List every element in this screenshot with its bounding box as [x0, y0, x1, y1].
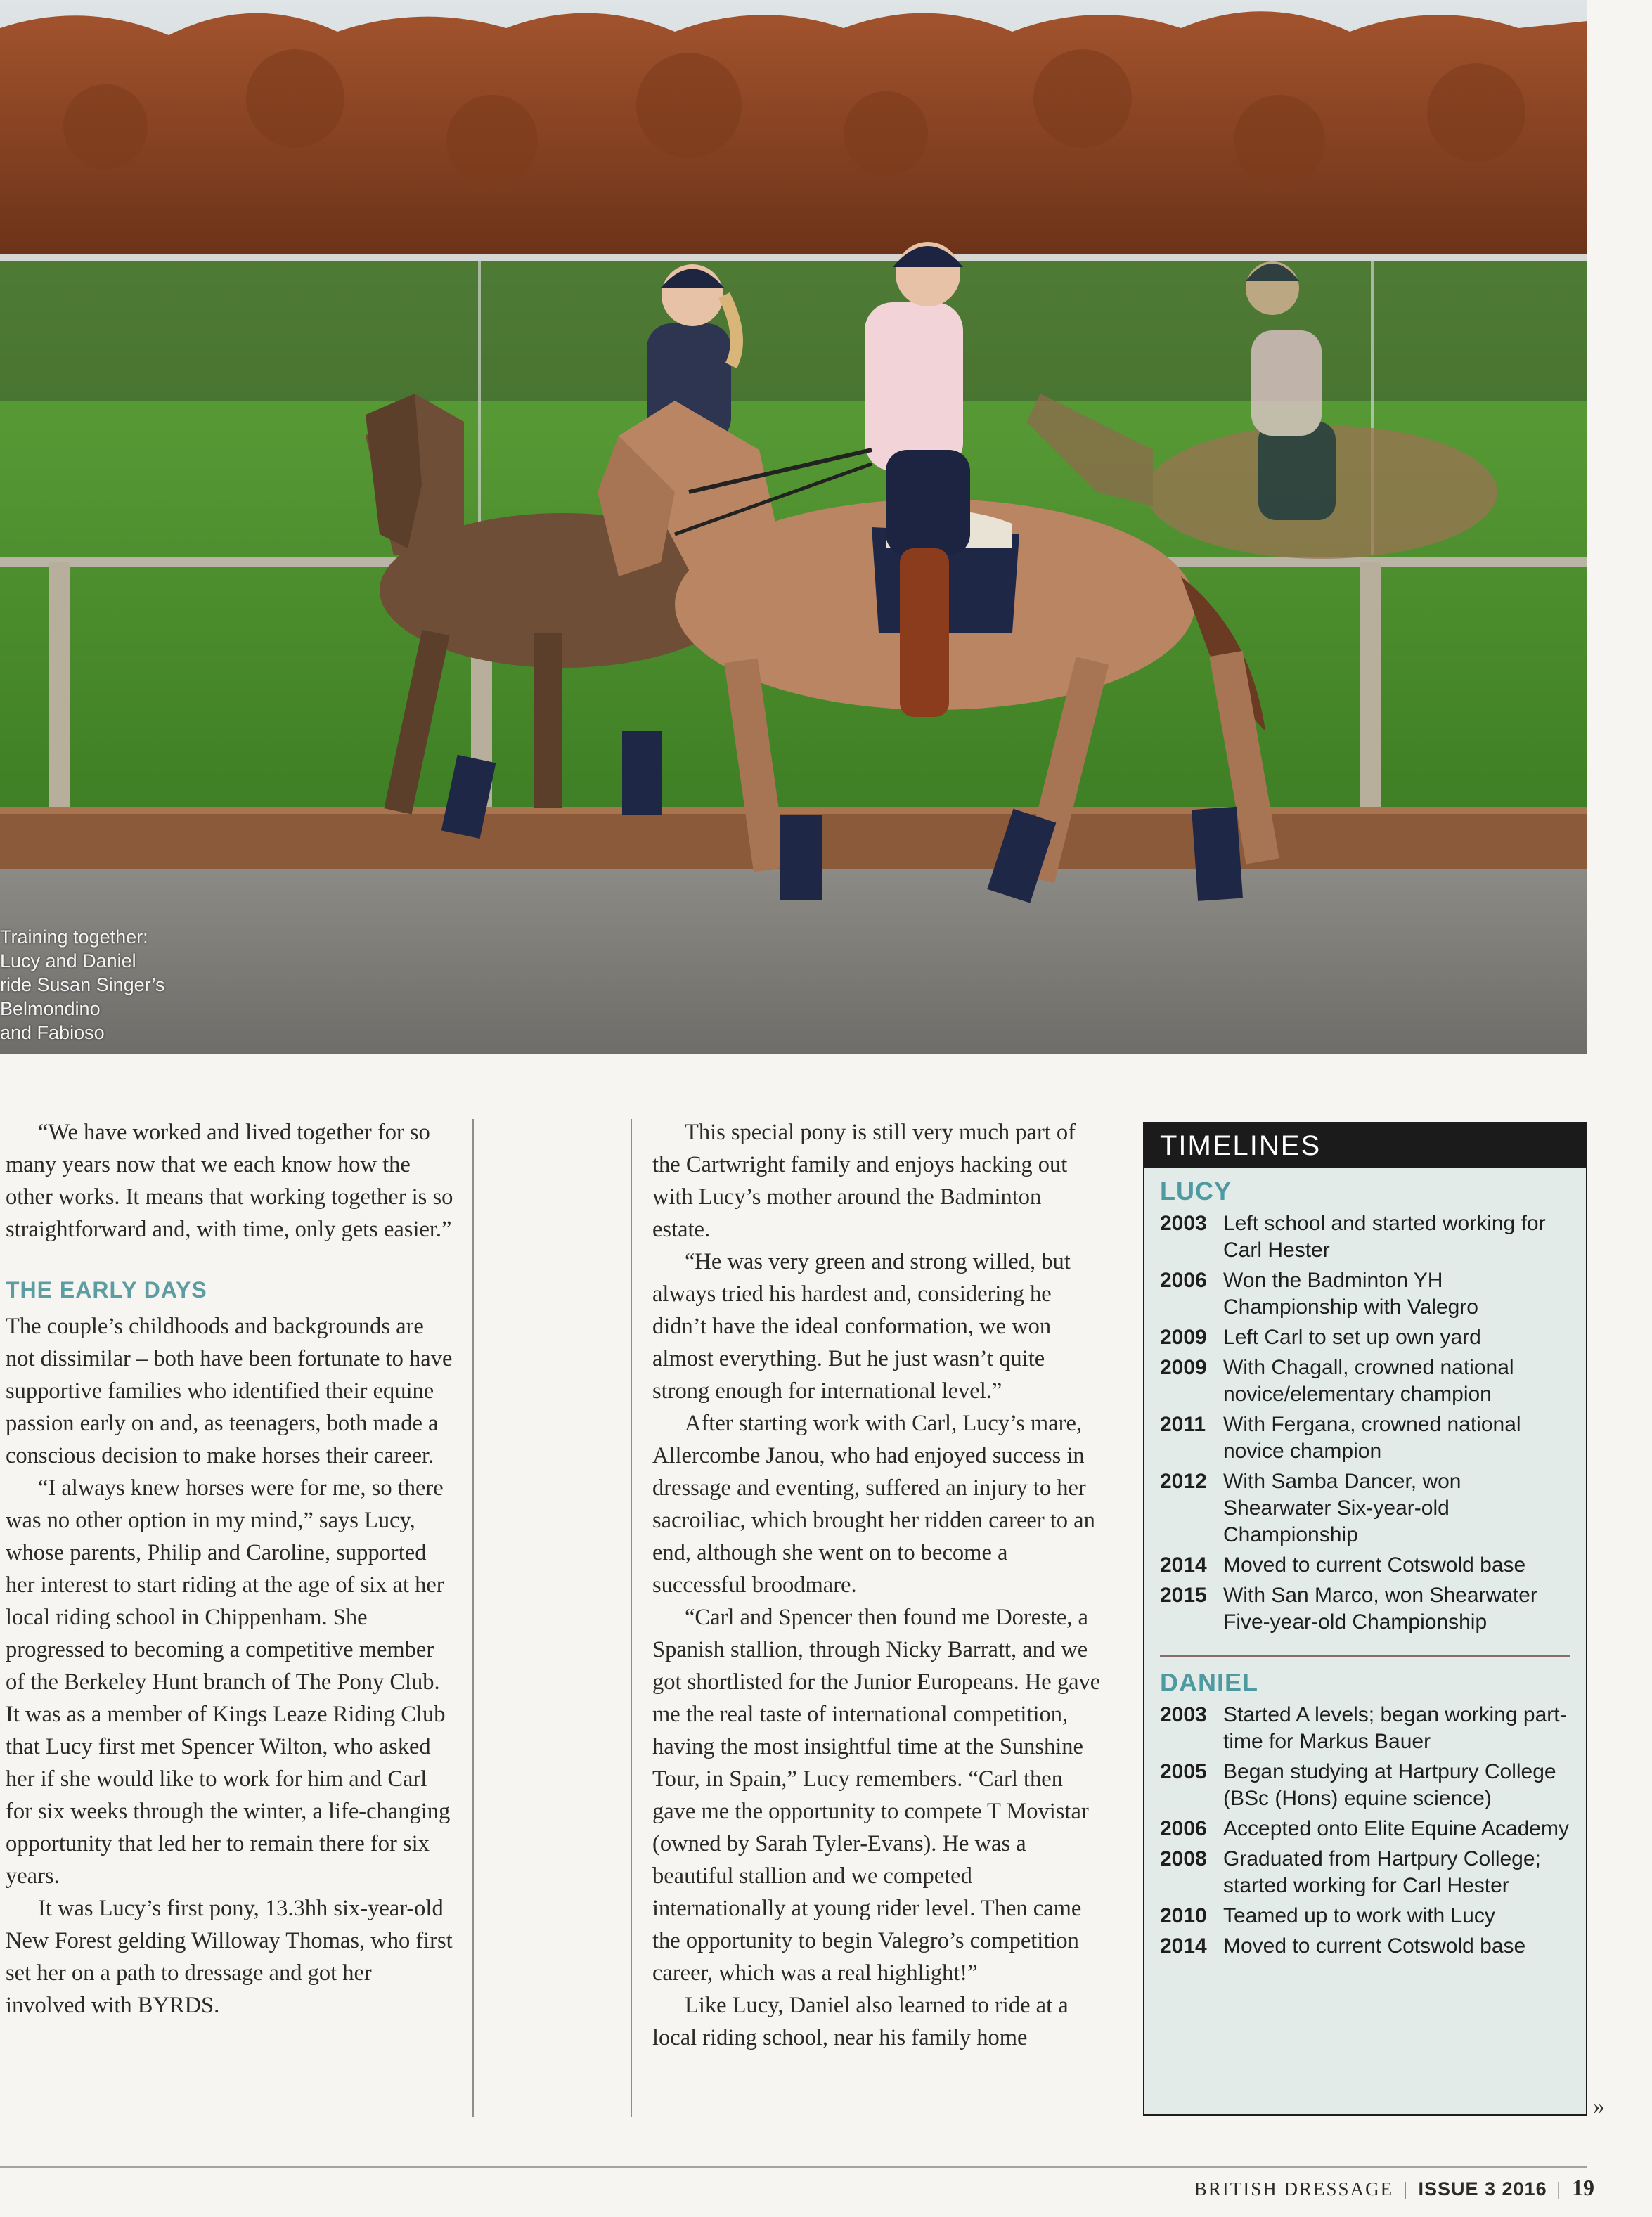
paragraph: “He was very green and strong willed, but always tried his hardest and, considering he didn’t have the ideal conformation, we won almost everything. But he just wasn’t quite strong enough for international level.” — [652, 1249, 1071, 1404]
timeline-year: 2008 — [1160, 1847, 1207, 1870]
timeline-entry — [1144, 1267, 1586, 1321]
timeline-daniel-list — [1144, 1702, 1586, 1960]
timeline-year: 2006 — [1160, 1817, 1207, 1840]
timeline-year: 2005 — [1160, 1760, 1207, 1783]
caption-line: and Fabioso — [0, 1022, 105, 1043]
timeline-text: Accepted onto Elite Equine Academy — [1223, 1817, 1569, 1840]
timeline-text: Won the Badminton YH Championship with Valegro — [1223, 1269, 1478, 1319]
timeline-year: 2010 — [1160, 1904, 1207, 1927]
timeline-entry — [1144, 1582, 1586, 1636]
paragraph: It was Lucy’s first pony, 13.3hh six-year-old New Forest gelding Willoway Thomas, who first set her on a path to dressage and got her involved with BYRDS. — [6, 1896, 453, 2018]
footer-separator: | — [1403, 2178, 1409, 2199]
riding-arena-illustration — [0, 0, 1587, 1054]
continue-arrow-icon: » — [1593, 2093, 1605, 2119]
timeline-entry — [1144, 1933, 1586, 1960]
timeline-text: With San Marco, won Shearwater Five-year-old Championship — [1223, 1584, 1537, 1634]
timeline-entry — [1144, 1210, 1586, 1264]
article-column-2 — [652, 1116, 1102, 2054]
timeline-year: 2015 — [1160, 1584, 1207, 1607]
timeline-year: 2009 — [1160, 1356, 1207, 1379]
timeline-text: With Fergana, crowned national novice champion — [1223, 1413, 1521, 1463]
caption-line: ride Susan Singer’s — [0, 974, 165, 995]
timeline-entry — [1144, 1411, 1586, 1465]
timeline-text: With Samba Dancer, won Shearwater Six-year-old Championship — [1223, 1470, 1461, 1546]
paragraph: “Carl and Spencer then found me Doreste, a Spanish stallion, through Nicky Barratt, and we got shortlisted for the Junior Europeans. He gave me the real taste of international competition, having the most insightful time at the Sunshine Tour, in Spain,” Lucy remembers. “Carl then gave me the opportunity to compete T Movistar (owned by Sarah Tyler-Evans). He was a beautiful stallion and we competed internationally at young rider level. Then came the opportunity to begin Valegro’s competition career, which was a real highlight!” — [652, 1605, 1101, 1986]
timeline-entry — [1144, 1846, 1586, 1899]
timeline-text: Left school and started working for Carl Hester — [1223, 1212, 1546, 1262]
timeline-year: 2011 — [1160, 1413, 1206, 1436]
timeline-text: Started A levels; began working part-time for Markus Bauer — [1223, 1703, 1567, 1753]
timelines-title: TIMELINES — [1144, 1123, 1586, 1168]
paragraph: Like Lucy, Daniel also learned to ride at a local riding school, near his family home — [652, 1993, 1069, 2050]
timeline-text: Began studying at Hartpury College (BSc (Hons) equine science) — [1223, 1760, 1556, 1810]
timeline-entry — [1144, 1468, 1586, 1549]
timeline-entry — [1144, 1903, 1586, 1930]
paragraph: After starting work with Carl, Lucy’s mare, Allercombe Janou, who had enjoyed success in dressage and eventing, suffered an injury to her sacroiliac, which brought her ridden career to an end, although she went on to become a successful broodmare. — [652, 1411, 1095, 1598]
issue-label: ISSUE 3 2016 — [1418, 2178, 1547, 2199]
caption-line: Belmondino — [0, 998, 101, 1019]
timeline-entry — [1144, 1759, 1586, 1812]
timeline-text: Graduated from Hartpury College; started working for Carl Hester — [1223, 1847, 1541, 1897]
timeline-entry — [1144, 1816, 1586, 1842]
timeline-year: 2014 — [1160, 1934, 1207, 1958]
timelines-box — [1143, 1122, 1587, 2116]
timeline-text: Teamed up to work with Lucy — [1223, 1904, 1495, 1927]
timeline-year: 2014 — [1160, 1553, 1207, 1577]
paragraph: “We have worked and lived together for so many years now that we each know how the other works. It means that working together is so straightforward and, with time, only gets easier.” — [6, 1120, 453, 1242]
timeline-year: 2003 — [1160, 1212, 1207, 1235]
paragraph: “I always knew horses were for me, so there was no other option in my mind,” says Lucy, whose parents, Philip and Caroline, supported her interest to start riding at the age of six at her local riding school in Chippenham. She progressed to becoming a competitive member of the Berkeley Hunt branch of The Pony Club. It was as a member of Kings Leaze Riding Club that Lucy first met Spencer Wilton, who asked her if she would like to work for him and Carl for six weeks through the winter, a life-changing opportunity that led her to remain there for six years. — [6, 1475, 451, 1889]
timeline-lucy-heading: LUCY — [1160, 1177, 1232, 1206]
timeline-year: 2009 — [1160, 1326, 1207, 1349]
timeline-daniel-heading: DANIEL — [1160, 1668, 1258, 1697]
section-heading: THE EARLY DAYS — [6, 1277, 207, 1303]
caption-line: Lucy and Daniel — [0, 950, 136, 971]
timeline-entry — [1144, 1324, 1586, 1351]
page-footer — [1194, 2175, 1594, 2201]
article-column-1 — [6, 1116, 456, 2022]
timeline-text: Left Carl to set up own yard — [1223, 1326, 1481, 1349]
timeline-text: With Chagall, crowned national novice/elementary champion — [1223, 1356, 1514, 1406]
column-divider — [472, 1119, 474, 2117]
timeline-divider — [1160, 1655, 1570, 1657]
timeline-year: 2006 — [1160, 1269, 1207, 1292]
timeline-entry — [1144, 1702, 1586, 1755]
timeline-lucy-list — [1144, 1210, 1586, 1636]
magazine-name: BRITISH DRESSAGE — [1194, 2178, 1394, 2199]
column-divider — [631, 1119, 632, 2117]
timeline-text: Moved to current Cotswold base — [1223, 1553, 1526, 1577]
timeline-entry — [1144, 1552, 1586, 1579]
timeline-year: 2003 — [1160, 1703, 1207, 1726]
timeline-year: 2012 — [1160, 1470, 1207, 1493]
photo-caption — [0, 925, 218, 1045]
page-number: 19 — [1572, 2175, 1594, 2200]
hero-photo — [0, 0, 1587, 1054]
footer-rule — [0, 2166, 1587, 2168]
timeline-entry — [1144, 1355, 1586, 1408]
paragraph: The couple’s childhoods and backgrounds are not dissimilar – both have been fortunate to have supportive families who identified their equine passion early on and, as teenagers, both made a conscious decision to make horses their career. — [6, 1314, 453, 1468]
paragraph: This special pony is still very much part of the Cartwright family and enjoys hacking out with Lucy’s mother around the Badminton estate. — [652, 1120, 1076, 1242]
footer-separator: | — [1556, 2178, 1562, 2199]
caption-line: Training together: — [0, 926, 148, 948]
timeline-text: Moved to current Cotswold base — [1223, 1934, 1526, 1958]
